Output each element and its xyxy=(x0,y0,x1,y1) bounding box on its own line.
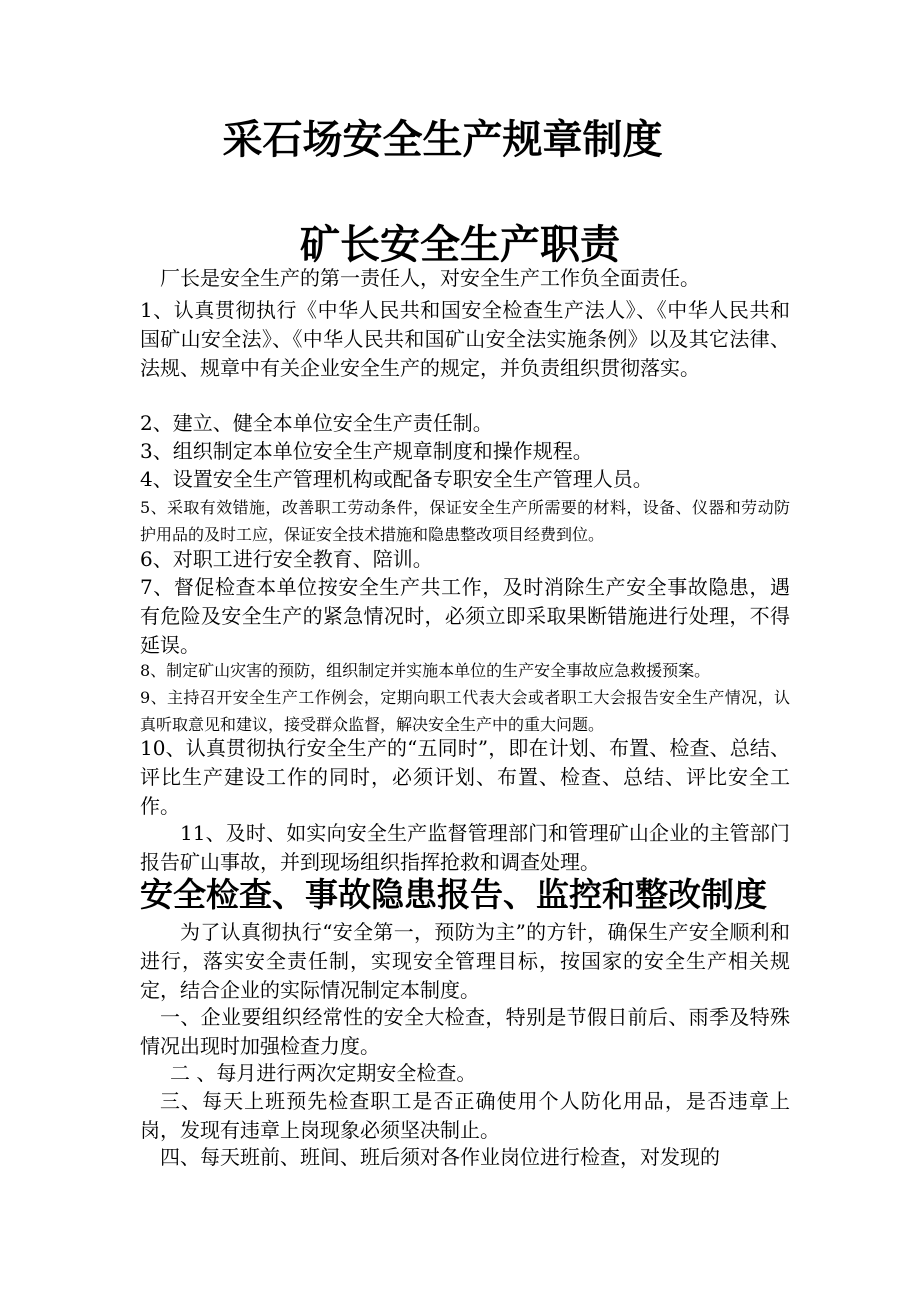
section1-item-10: 10、认真贯彻执行安全生产的“五同时”，即在计划、布置、检查、总结、评比生产建设工作的同时，必须讦划、布置、检查、总结、评比安全工作。 xyxy=(140,736,790,818)
section-heading-mine-director-duties: 矿长安全生产职责 xyxy=(300,221,620,268)
section1-item-1: 1、认真贯彻执行《中华人民共和国安全检查生产法人》、《中华人民共和国矿山安全法》、《中华人民共和国矿山安全法实施条例》以及其它法律、法规、规章中有关企业安全生产的规定，并负责组织贯彻落实。 xyxy=(140,298,790,380)
section1-item-5: 5、采取有效错施，改善职工劳动条件，保证安全生产所需要的材料，设备、仪器和劳动防护用品的及时工应，保证安全技术措施和隐患整改项目经费到位。 xyxy=(140,498,790,544)
section2-item-3: 三、每天上班预先检查职工是否正确使用个人防化用品，是否违章上岗，发现有违章上岗现象必须坚决制止。 xyxy=(140,1089,790,1142)
section1-item-8: 8、制定矿山灾害的预防，组织制定并实施本单位的生产安全事故应急救援预案。 xyxy=(140,661,711,680)
section2-intro: 为了认真彻执行“安全第一，预防为主”的方针，确保生产安全顺利和进行，落实安全责任制，实现安全管理目标，按国家的安全生产相关规定，结合企业的实际情况制定本制度。 xyxy=(140,920,790,1002)
section1-item-11: 11、及时、如实向安全生产监督管理部门和管理矿山企业的主管部门报告矿山事故，并到现场组织指挥抢救和调查处理。 xyxy=(140,821,790,874)
section1-item-3: 3、组织制定本单位安全生产规章制度和操作规程。 xyxy=(140,439,593,463)
section2-item-4: 四、每天班前、班间、班后须对各作业岗位进行检查，对发现的 xyxy=(160,1145,720,1169)
section1-intro: 厂长是安全生产的第一责任人，对安全生产工作负全面责任。 xyxy=(160,266,700,290)
section1-item-7: 7、督促检查本单位按安全生产共工作，及时消除生产安全事故隐患，遇有危险及安全生产的紧急情况时，必须立即采取果断错施进行处理，不得延误。 xyxy=(140,575,790,657)
section2-item-1: 一、企业要组织经常性的安全大检查，特别是节假日前后、雨季及特殊情况出现时加强检查力度。 xyxy=(140,1005,790,1058)
section1-item-4: 4、设置安全生产管理机构或配备专职安全生产管理人员。 xyxy=(140,467,653,491)
document-title: 采石场安全生产规章制度 xyxy=(222,116,663,163)
section1-item-6: 6、对职工进行安全教育、陪训。 xyxy=(140,547,433,571)
section1-item-2: 2、建立、健全本单位安全生产责任制。 xyxy=(140,411,493,435)
section1-item-9: 9、主持召开安全生产工作例会，定期向职工代表大会或者职工大会报告安全生产情况，认真听取意见和建议，接受群众监督，解决安全生产中的重大问题。 xyxy=(140,688,790,734)
section-heading-safety-inspection: 安全检查、事故隐患报告、监控和整改制度 xyxy=(140,875,767,914)
section2-item-2: 二 、每月进行两次定期安全检查。 xyxy=(170,1061,477,1085)
